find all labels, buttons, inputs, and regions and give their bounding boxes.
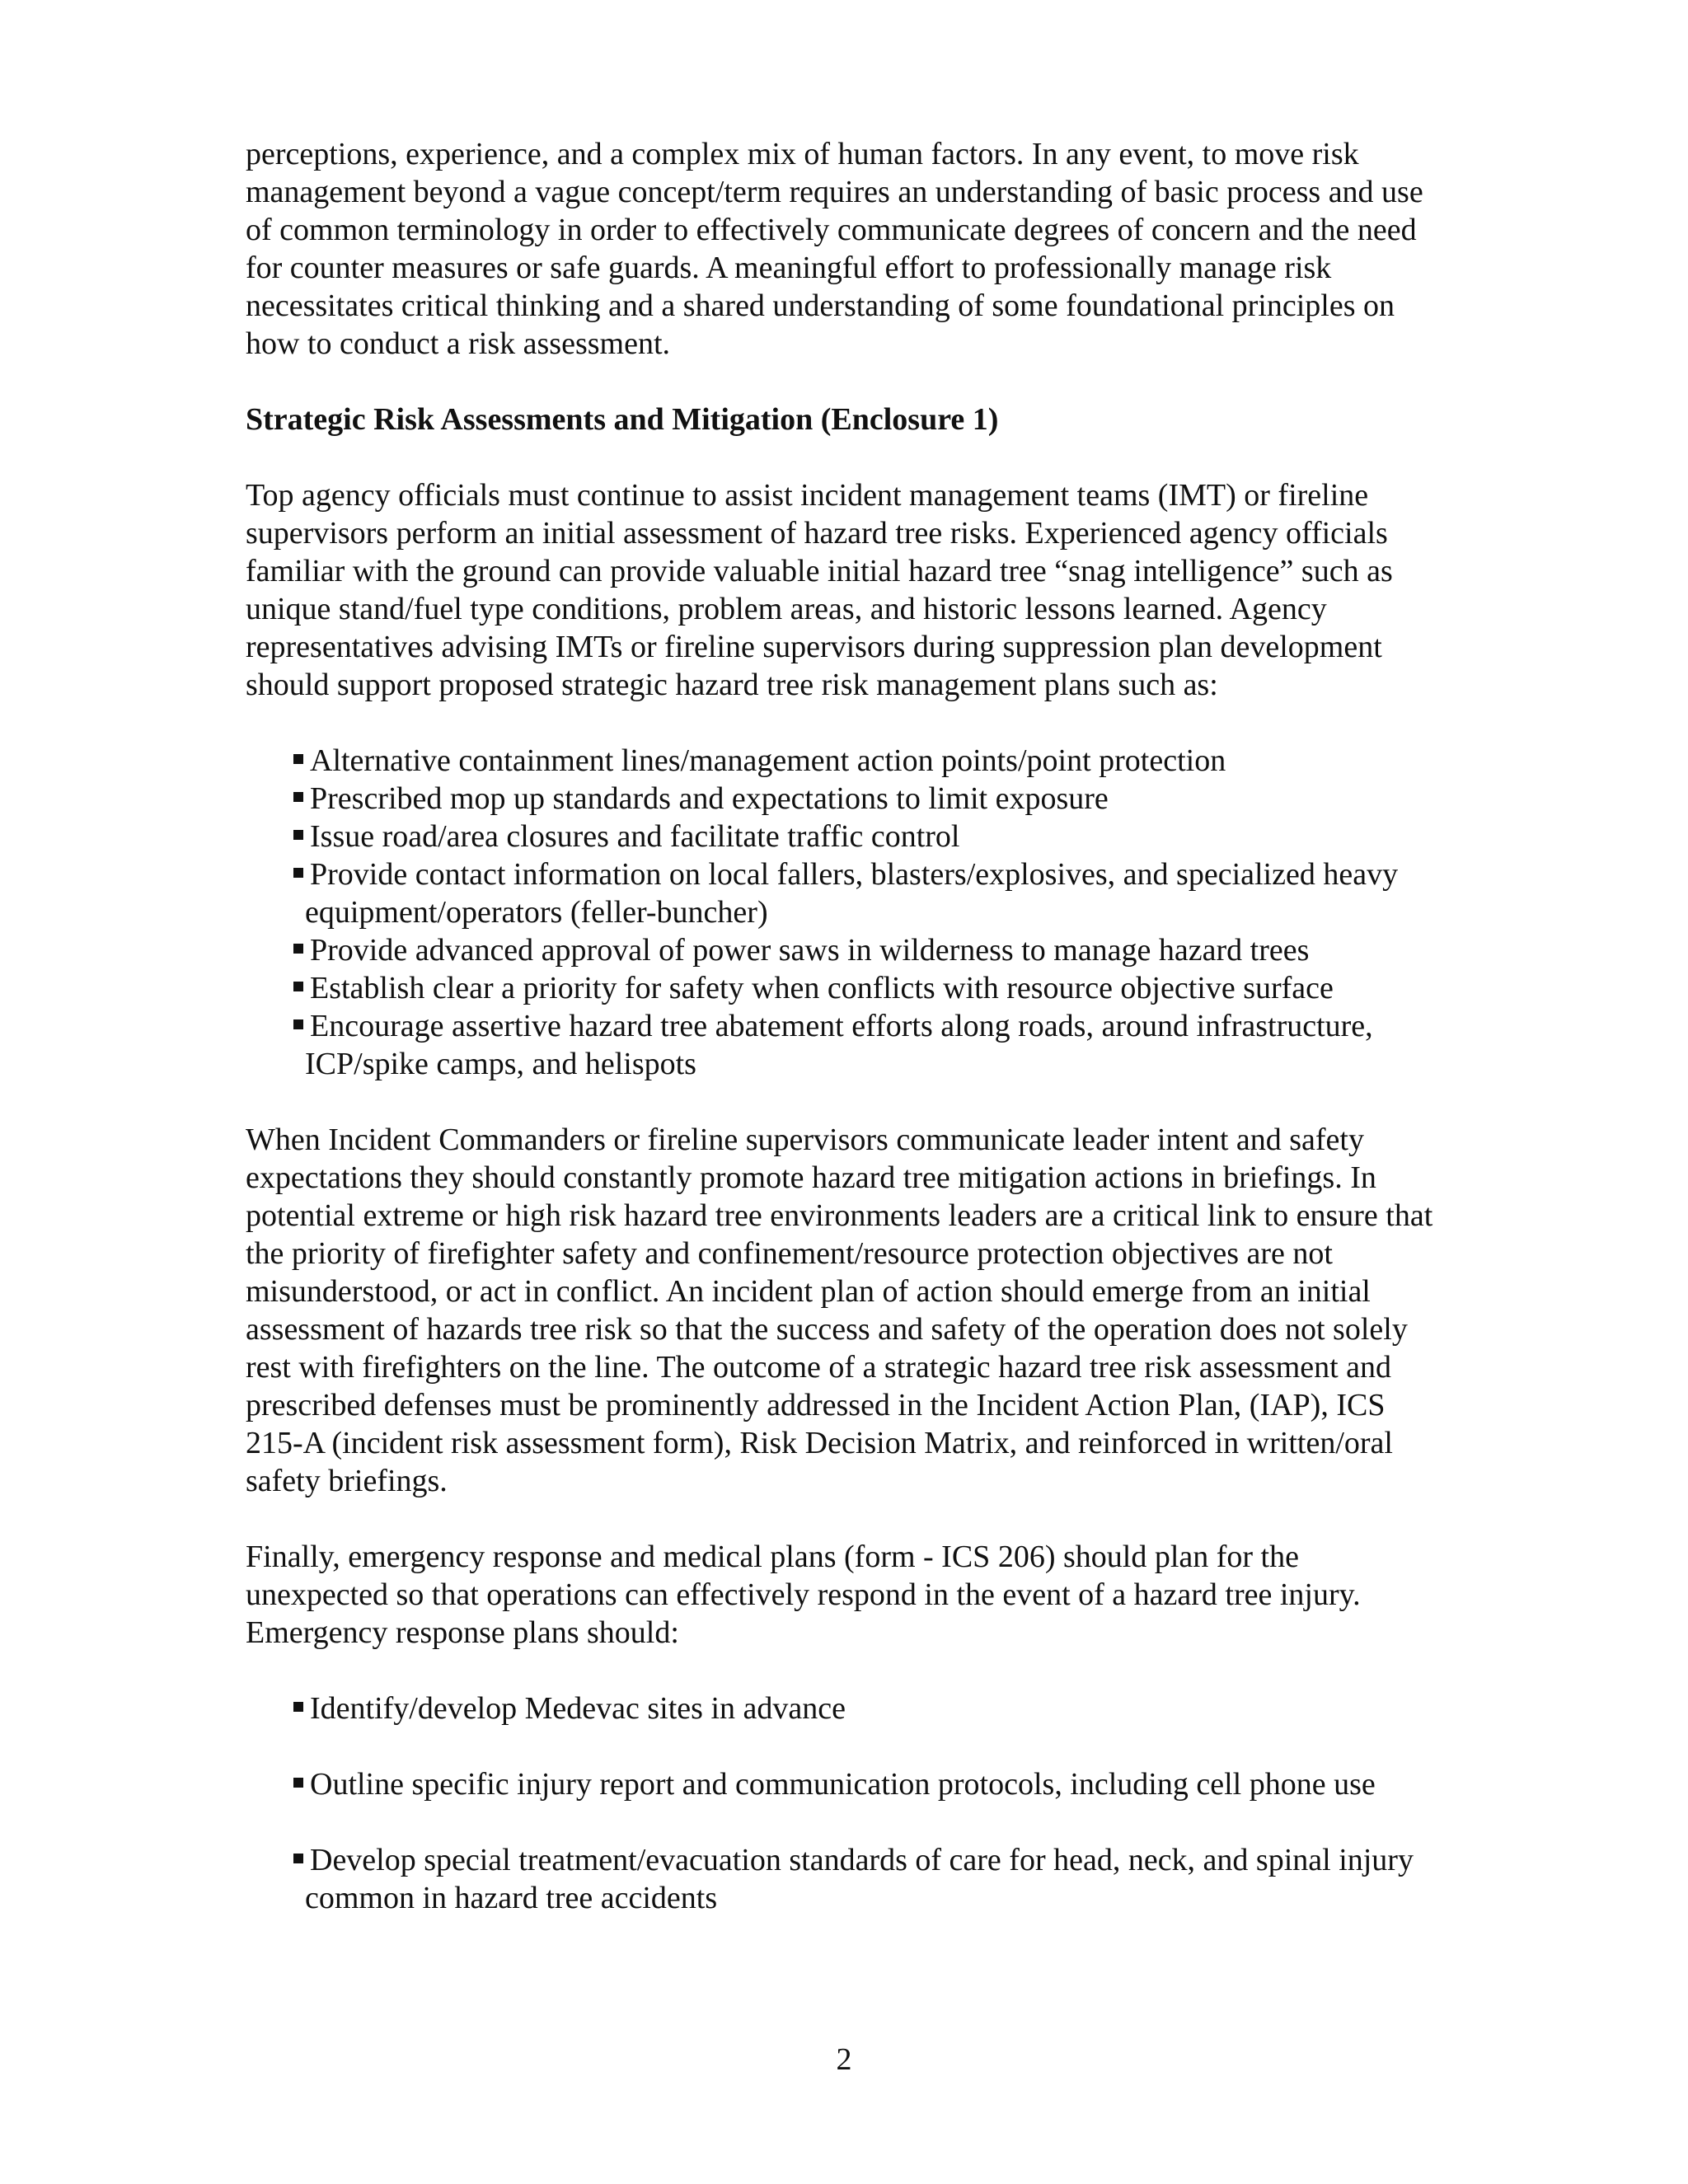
list-item [246, 1007, 1449, 1083]
commanders-paragraph: When Incident Commanders or fireline supervisors communicate leader intent and safety expectations they should constantly promote hazard tree mitigation actions in briefings. In potential extreme or high risk hazard tree environments leaders are a critical link to ensure that the priority of firefighter safety and confinement/resource protection objectives are not misunderstood, or act in conflict. An incident plan of action should emerge from an initial assessment of hazards tree risk so that the success and safety of the operation does not solely rest with firefighters on the line. The outcome of a strategic hazard tree risk assessment and prescribed defenses must be prominently addressed in the Incident Action Plan, (IAP), ICS 215-A (incident risk assessment form), Risk Decision Matrix, and reinforced in written/oral safety briefings. [246, 1122, 1433, 1498]
square-bullet-icon [293, 1854, 303, 1863]
list-item [246, 1690, 1449, 1727]
square-bullet-icon [293, 792, 303, 802]
list-item [246, 931, 1449, 969]
list-item [246, 969, 1449, 1007]
list-item [246, 742, 1449, 780]
agency-paragraph: Top agency officials must continue to assist incident management teams (IMT) or fireline supervisors perform an initial assessment of hazard tree risks. Experienced agency officials familiar with the ground can provide valuable initial hazard tree “snag intelligence” such as unique stand/fuel type conditions, problem areas, and historic lessons learned. Agency representatives advising IMTs or fireline supervisors during suppression plan development should support proposed strategic hazard tree risk management plans such as: [246, 478, 1393, 702]
list-item [246, 780, 1449, 818]
list-item-text: Encourage assertive hazard tree abatement efforts along roads, around infrastructure, ICP/spike camps, and helispots [305, 1009, 1373, 1081]
plan-bullet-list [246, 742, 1449, 1083]
list-item-text: Identify/develop Medevac sites in advance [310, 1691, 846, 1726]
list-item [246, 1841, 1449, 1917]
list-item-text: Outline specific injury report and communication protocols, including cell phone use [310, 1767, 1376, 1802]
list-item [246, 1765, 1449, 1803]
emergency-bullet-list [246, 1690, 1449, 1917]
square-bullet-icon [293, 868, 303, 878]
list-item-text: Develop special treatment/evacuation standards of care for head, neck, and spinal injury common in hazard tree accidents [305, 1843, 1414, 1915]
page-content [246, 135, 1449, 1955]
square-bullet-icon [293, 1702, 303, 1712]
square-bullet-icon [293, 830, 303, 840]
section-heading: Strategic Risk Assessments and Mitigation (Enclosure 1) [246, 402, 999, 437]
list-item-text: Alternative containment lines/management action points/point protection [310, 743, 1226, 778]
list-item-text: Provide contact information on local fallers, blasters/explosives, and specialized heavy equipment/operators (feller-buncher) [305, 857, 1399, 930]
page-number: 2 [836, 2042, 852, 2077]
square-bullet-icon [293, 754, 303, 764]
list-item-text: Prescribed mop up standards and expectations to limit exposure [310, 781, 1109, 816]
list-item-text: Issue road/area closures and facilitate traffic control [310, 819, 960, 854]
emergency-paragraph: Finally, emergency response and medical plans (form - ICS 206) should plan for the unexpected so that operations can effectively respond in the event of a hazard tree injury. Emergency response plans should: [246, 1540, 1361, 1650]
intro-paragraph: perceptions, experience, and a complex mix of human factors. In any event, to move risk management beyond a vague concept/term requires an understanding of basic process and use of common terminology in order to effectively communicate degrees of concern and the need for counter measures or safe guards. A meaningful effort to professionally manage risk necessitates critical thinking and a shared understanding of some foundational principles on how to conduct a risk assessment. [246, 137, 1423, 361]
list-item-text: Establish clear a priority for safety when conflicts with resource objective surface [310, 971, 1334, 1005]
square-bullet-icon [293, 1019, 303, 1029]
square-bullet-icon [293, 1778, 303, 1788]
square-bullet-icon [293, 982, 303, 991]
list-item-text: Provide advanced approval of power saws in wilderness to manage hazard trees [310, 933, 1310, 968]
square-bullet-icon [293, 944, 303, 954]
list-item [246, 818, 1449, 855]
list-item [246, 855, 1449, 931]
